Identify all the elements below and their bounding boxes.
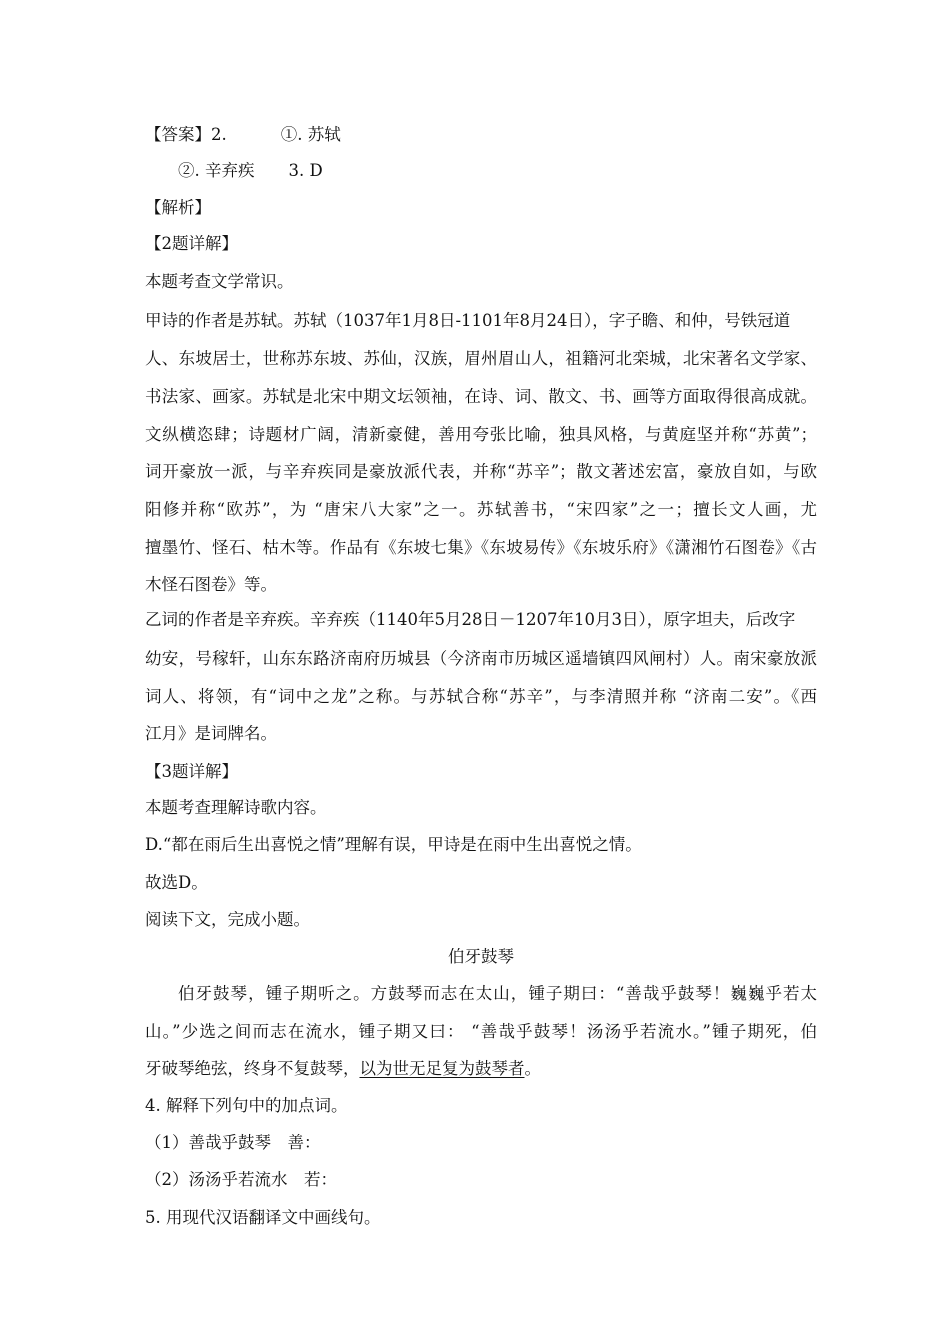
q2-paragraph-line: 幼安，号稼轩，山东东路济南府历城县（今济南市历城区遥墙镇四风闸村）人。南宋豪放派 (145, 649, 817, 668)
analysis-label: 【解析】 (145, 198, 211, 217)
passage-title: 伯牙鼓琴 (448, 947, 514, 966)
answer-q2-part1: ①. 苏轼 (280, 125, 341, 144)
q2-paragraph-line: 擅墨竹、怪石、枯木等。作品有《东坡七集》《东坡易传》《东坡乐府》《潇湘竹石图卷》《古 (145, 538, 817, 557)
q2-paragraph-line: 阳修并称“欧苏”，为 “唐宋八大家”之一。苏轼善书，“宋四家”之一；擅长文人画，尤 (145, 500, 817, 519)
q2-intro: 本题考查文学常识。 (145, 272, 294, 291)
q2-paragraph-line: 甲诗的作者是苏轼。苏轼（1037年1月8日-1101年8月24日），字子瞻、和仲，号铁冠道 (145, 311, 791, 330)
q2-paragraph-line: 文纵横恣肆；诗题材广阔，清新豪健，善用夸张比喻，独具风格，与黄庭坚并称“苏黄”； (145, 425, 817, 444)
underlined-sentence: 以为世无足复为鼓琴者 (359, 1059, 525, 1078)
answer-line (145, 124, 341, 146)
passage-line-last (145, 1058, 541, 1080)
q2-paragraph-line: 词人、将领，有“词中之龙”之称。与苏轼合称“苏辛”，与李清照并称 “济南二安”。《西 (145, 687, 817, 706)
q3-explanation: D.“都在雨后生出喜悦之情”理解有误，甲诗是在雨中生出喜悦之情。 (145, 835, 642, 854)
question-5: 5. 用现代汉语翻译文中画线句。 (145, 1208, 381, 1227)
answer-q3: 3. D (288, 161, 323, 180)
passage-text-end: 。 (524, 1059, 541, 1078)
answer-label: 【答案】2. (145, 125, 227, 144)
q2-paragraph-line: 乙词的作者是辛弃疾。辛弃疾（1140年5月28日－1207年10月3日），原字坦夫，后改字 (145, 610, 796, 629)
reading-instruction: 阅读下文，完成小题。 (145, 910, 310, 929)
answer-line-2 (178, 160, 323, 182)
q2-paragraph-line: 人、东坡居士，世称苏东坡、苏仙，汉族，眉州眉山人，祖籍河北栾城，北宋著名文学家、 (145, 349, 817, 368)
answer-q2-part2: ②. 辛弃疾 (178, 161, 255, 180)
q2-heading: 【2题详解】 (145, 234, 238, 253)
q2-paragraph-line: 词开豪放一派，与辛弃疾同是豪放派代表，并称“苏辛”；散文著述宏富，豪放自如，与欧 (145, 462, 817, 481)
question-4-item: （1）善哉乎鼓琴 善： (145, 1133, 321, 1152)
q3-heading: 【3题详解】 (145, 762, 238, 781)
question-4: 4. 解释下列句中的加点词。 (145, 1096, 348, 1115)
q3-intro: 本题考查理解诗歌内容。 (145, 798, 327, 817)
passage-line: 山。”少选之间而志在流水，锺子期又曰： “善哉乎鼓琴！汤汤乎若流水。”锺子期死，伯 (145, 1022, 817, 1041)
question-4-item: （2）汤汤乎若流水 若： (145, 1170, 337, 1189)
passage-line: 伯牙鼓琴，锺子期听之。方鼓琴而志在太山，锺子期曰：“善哉乎鼓琴！巍巍乎若太 (178, 984, 817, 1003)
passage-text: 牙破琴绝弦，终身不复鼓琴， (145, 1059, 360, 1078)
q2-paragraph-line: 江月》是词牌名。 (145, 724, 277, 743)
q2-paragraph-line: 木怪石图卷》等。 (145, 575, 277, 594)
q3-conclusion: 故选D。 (145, 873, 208, 892)
q2-paragraph-line: 书法家、画家。苏轼是北宋中期文坛领袖，在诗、词、散文、书、画等方面取得很高成就。 (145, 387, 817, 406)
